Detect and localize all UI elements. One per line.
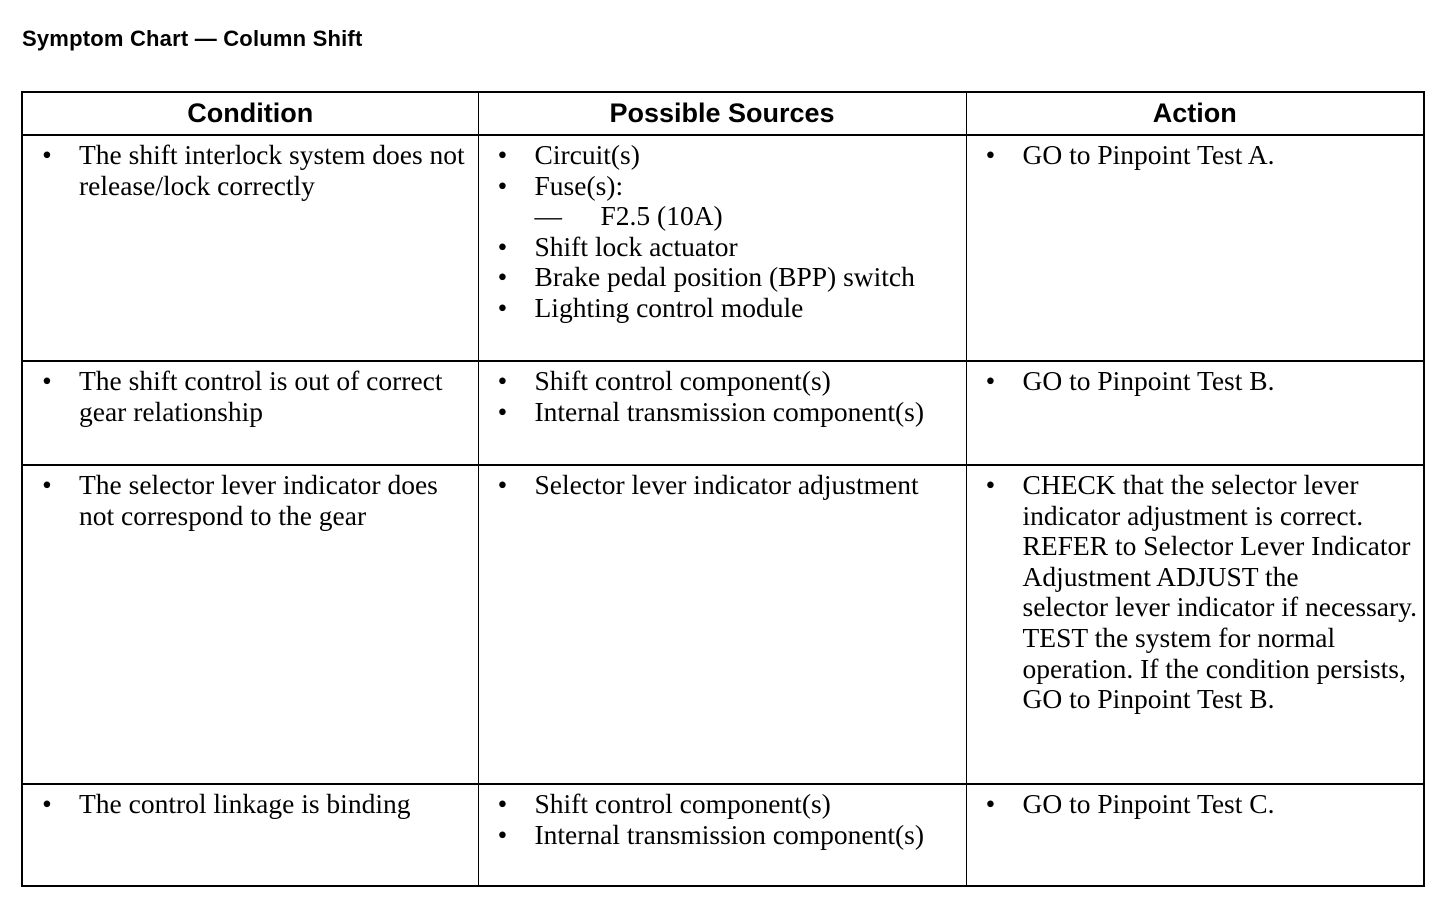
action-text: GO to Pinpoint Test A.: [1022, 139, 1275, 170]
symptom-chart-table: [21, 91, 1425, 887]
bullet-icon: •: [497, 365, 508, 396]
table-row: [22, 361, 1424, 465]
source-text: Selector lever indicator adjustment: [534, 469, 919, 500]
bullet-icon: •: [497, 469, 508, 500]
condition-text: The control linkage is binding: [79, 788, 411, 819]
list-item: [493, 232, 960, 263]
table-row: [22, 465, 1424, 784]
list-item: [493, 470, 960, 501]
list-item: [37, 366, 472, 427]
list-item: [493, 820, 960, 851]
table-row: [22, 135, 1424, 361]
source-text: Fuse(s):: [534, 169, 624, 201]
table-row: [22, 784, 1424, 886]
action-cell: [966, 135, 1424, 361]
header-condition: Condition: [22, 92, 478, 135]
action-cell: [966, 361, 1424, 465]
bullet-icon: •: [497, 169, 508, 201]
sources-cell: [478, 784, 966, 886]
sources-cell: [478, 135, 966, 361]
sources-cell: [478, 361, 966, 465]
list-item: [981, 470, 1418, 715]
source-text: Brake pedal position (BPP) switch: [534, 261, 915, 293]
condition-text: The selector lever indicator does not correspond to the gear: [79, 469, 438, 531]
source-text: Circuit(s): [534, 139, 640, 170]
table-header-row: [22, 92, 1424, 135]
sources-cell: [478, 465, 966, 784]
list-item: [981, 366, 1418, 397]
bullet-icon: •: [42, 788, 52, 819]
list-item: [37, 140, 472, 201]
bullet-icon: •: [497, 291, 508, 323]
action-text-continued: selector lever indicator if necessary. TEST the system for normal operation. If the condition persists, GO to Pinpoint Test B.: [1022, 591, 1417, 715]
list-item: [493, 293, 960, 324]
list-item: [493, 171, 960, 232]
bullet-icon: •: [497, 139, 508, 170]
list-item: [493, 397, 960, 428]
condition-text: The shift interlock system does not release/lock correctly: [79, 139, 465, 201]
bullet-icon: •: [497, 230, 508, 262]
source-text: Internal transmission component(s): [534, 395, 924, 427]
list-item: [493, 140, 960, 171]
condition-text: The shift control is out of correct gear relationship: [79, 365, 443, 427]
bullet-icon: •: [985, 788, 996, 819]
condition-cell: [22, 135, 478, 361]
list-item: [37, 470, 472, 531]
bullet-icon: •: [497, 395, 508, 427]
bullet-icon: •: [42, 139, 52, 170]
source-text: Shift control component(s): [534, 365, 831, 396]
bullet-icon: •: [497, 261, 508, 293]
condition-cell: [22, 465, 478, 784]
bullet-icon: •: [497, 788, 508, 819]
sub-source-text: F2.5 (10A): [600, 200, 723, 232]
condition-cell: [22, 784, 478, 886]
list-item: [981, 789, 1418, 820]
condition-cell: [22, 361, 478, 465]
list-item: [981, 140, 1418, 171]
source-text: Lighting control module: [534, 291, 804, 323]
list-item: [493, 366, 960, 397]
list-item: [493, 262, 960, 293]
bullet-icon: •: [42, 365, 52, 396]
action-text: GO to Pinpoint Test B.: [1022, 365, 1275, 396]
bullet-icon: •: [42, 469, 52, 500]
source-text: Shift control component(s): [534, 788, 831, 819]
action-cell: [966, 784, 1424, 886]
action-text: GO to Pinpoint Test C.: [1022, 788, 1275, 819]
bullet-icon: •: [985, 365, 996, 396]
bullet-icon: •: [497, 818, 508, 850]
action-text: CHECK that the selector lever indicator adjustment is correct. REFER to Selector Lever Indicator Adjustment ADJUST the: [1022, 469, 1411, 592]
list-item: [493, 789, 960, 820]
dash-icon: —: [534, 200, 562, 232]
source-text: Internal transmission component(s): [534, 818, 924, 850]
action-cell: [966, 465, 1424, 784]
list-item: [37, 789, 472, 820]
page-title: Symptom Chart — Column Shift: [22, 26, 363, 51]
bullet-icon: •: [985, 139, 996, 170]
source-text: Shift lock actuator: [534, 230, 738, 262]
bullet-icon: •: [985, 469, 996, 500]
sub-list-item: [535, 201, 960, 232]
header-action: Action: [966, 92, 1424, 135]
header-possible-sources: Possible Sources: [478, 92, 966, 135]
